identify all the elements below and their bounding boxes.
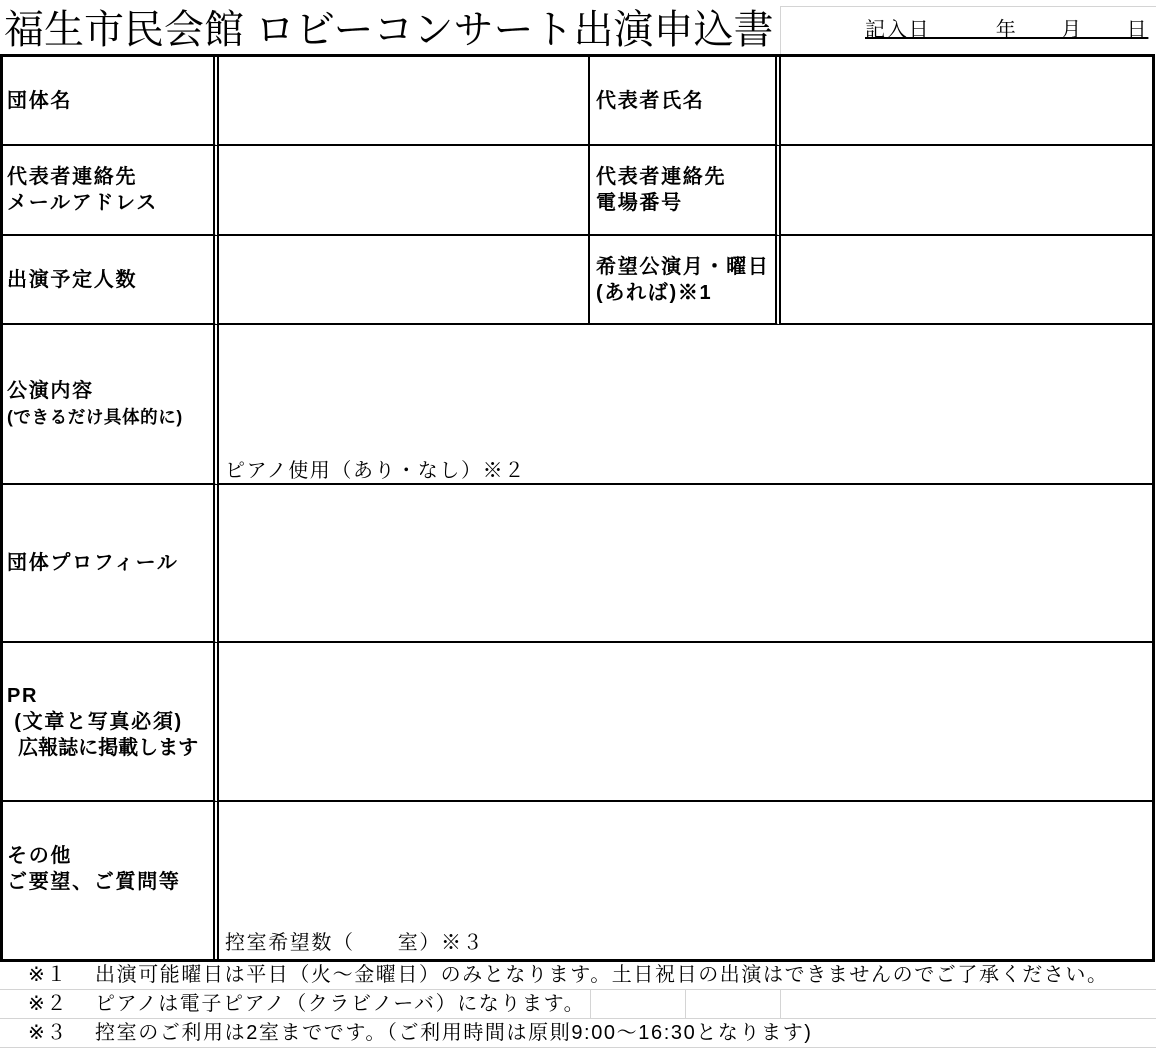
representative-email-field[interactable] [219,146,590,236]
footnotes [0,961,1156,1048]
label-line: 団体プロフィール [7,552,179,574]
other-requests-field[interactable] [219,802,1152,959]
label-line: 団体名 [7,89,73,112]
label-line: メールアドレス [7,192,158,214]
preferred-date-field[interactable] [781,236,1152,325]
label-line: 出演予定人数 [7,268,138,291]
other-requests-label [3,802,219,959]
pr-field[interactable] [219,643,1152,802]
footnote-mark: ※１ [28,964,68,986]
gridline [780,6,1156,7]
label-line: ご要望、ご質問等 [7,870,181,893]
application-form [0,54,1155,962]
footnote-text: 出演可能曜日は平日（火〜金曜日）のみとなります。土日祝日の出演はできませんのでご了承ください。 [95,964,1109,986]
representative-name-field[interactable] [781,57,1152,146]
entry-date-field[interactable]: 記入日 年 月 日 [865,19,1149,41]
label-line: 代表者連絡先 [7,166,138,188]
label-line: 代表者連絡先 [596,166,727,188]
gridline [780,6,781,54]
group-name-field[interactable] [219,57,590,146]
preferred-date-label [590,236,781,325]
footnote-3 [0,1019,1156,1048]
label-line: 希望公演月・曜日 [596,255,770,278]
label-line: 公演内容 [7,380,94,402]
label-line: PR [7,684,39,707]
green-room-request-note: 控室希望数（ 室）※３ [225,932,485,954]
label-line: (できるだけ具体的に) [7,407,183,427]
footnote-2 [0,990,1156,1019]
performer-count-label [3,236,219,325]
group-profile-label [3,485,219,643]
gridline [780,990,781,1018]
footnote-text: ピアノは電子ピアノ（クラビノーバ）になります。 [95,993,586,1015]
footnote-mark: ※３ [28,1022,68,1044]
footnote-1 [0,961,1156,990]
footnote-mark: ※２ [28,993,68,1015]
label-line: (文章と写真必須) [7,710,183,733]
pr-label [3,643,219,802]
performance-content-field[interactable] [219,325,1152,485]
performance-content-label [3,325,219,485]
representative-phone-label [590,146,781,236]
gridline [685,990,686,1018]
label-line: (あれば)※1 [596,281,713,304]
footnote-text: 控室のご利用は2室までです。（ご利用時間は原則9:00〜16:30となります) [95,1022,813,1044]
label-line: 広報誌に掲載します [7,736,199,759]
label-line: 電場番号 [596,192,683,214]
label-line: 代表者氏名 [596,89,705,112]
group-name-label [3,57,219,146]
representative-phone-field[interactable] [781,146,1152,236]
page-title: 福生市民会館 ロビーコンサート出演申込書 [4,8,774,52]
representative-email-label [3,146,219,236]
performer-count-field[interactable] [219,236,590,325]
piano-usage-note: ピアノ使用（あり・なし）※２ [225,460,526,482]
gridline [590,990,591,1018]
group-profile-field[interactable] [219,485,1152,643]
representative-name-label [590,57,781,146]
label-line: その他 [7,844,73,867]
